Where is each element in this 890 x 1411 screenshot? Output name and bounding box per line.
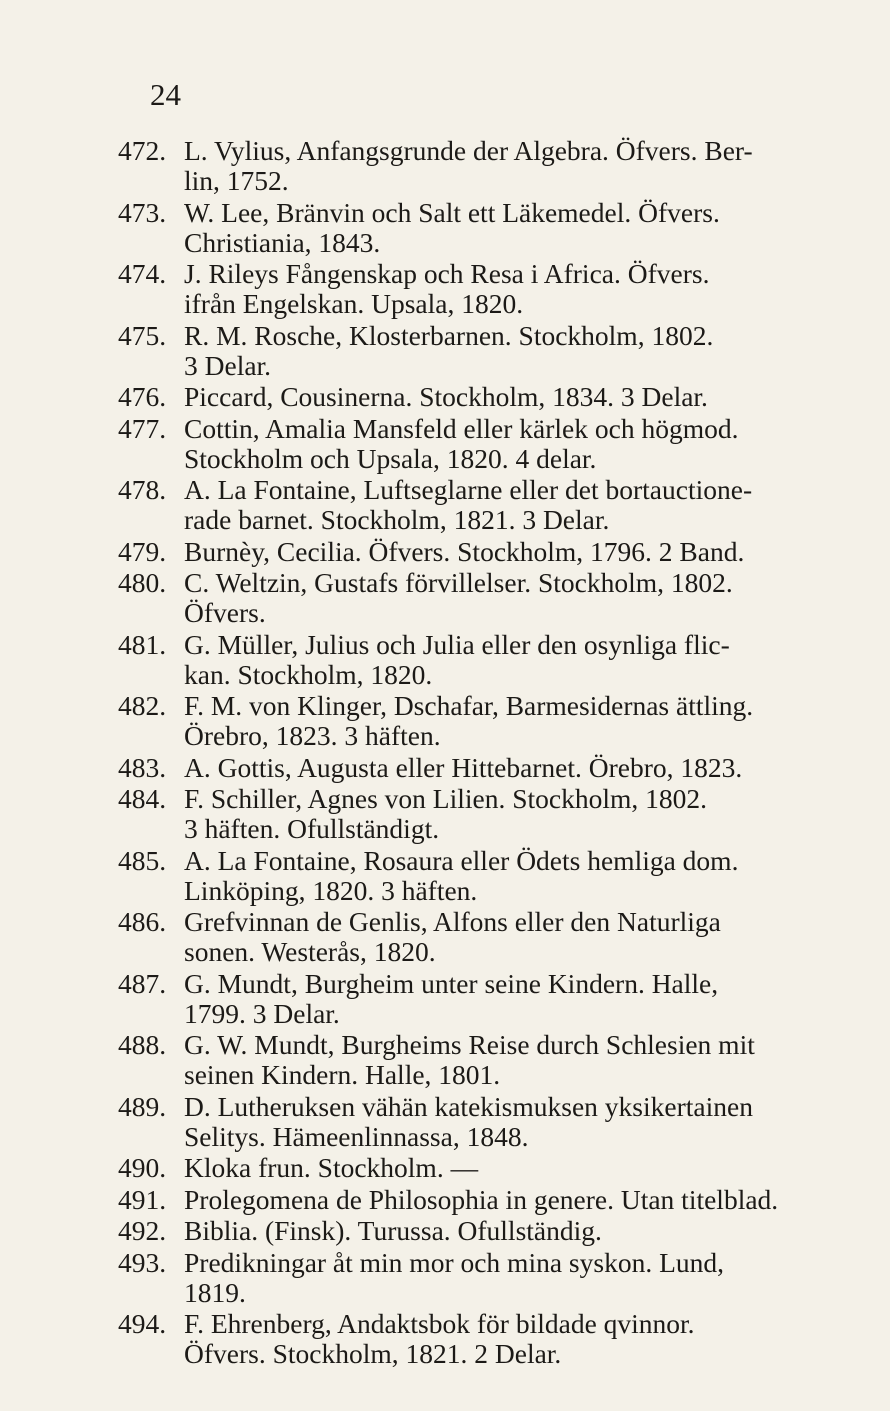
catalog-entry [118, 907, 818, 967]
entry-text-line: F. Ehrenberg, Andaktsbok för bildade qvinnor. [184, 1308, 695, 1339]
entry-text-line: Selitys. Hämeenlinnassa, 1848. [184, 1120, 529, 1152]
entry-text-line: 1799. 3 Delar. [184, 997, 340, 1029]
entry-text-line: R. M. Rosche, Klosterbarnen. Stockholm, 1802. [184, 319, 714, 351]
catalog-entry [118, 1030, 818, 1090]
entry-text-line: Stockholm och Upsala, 1820. 4 delar. [184, 442, 597, 474]
catalog-entry [118, 1248, 818, 1308]
entry-text-line: L. Vylius, Anfangsgrunde der Algebra. Öfvers. Ber- [184, 135, 753, 166]
catalog-entry [118, 198, 818, 258]
entry-text-line: ifrån Engelskan. Upsala, 1820. [184, 288, 524, 319]
entry-text-line: A. Gottis, Augusta eller Hittebarnet. Örebro, 1823. [184, 751, 743, 783]
catalog-entry [118, 321, 818, 381]
catalog-entry [118, 1185, 818, 1215]
entry-text-line: Örebro, 1823. 3 häften. [184, 720, 441, 751]
entry-number: 481. [118, 628, 167, 660]
catalog-entry [118, 1153, 818, 1183]
catalog-entry [118, 1092, 818, 1152]
catalog-entry [118, 382, 818, 412]
entry-text-line: Prolegomena de Philosophia in genere. Utan titelblad. [184, 1183, 779, 1215]
entry-text-line: Christiania, 1843. [184, 226, 381, 258]
entry-text-line: G. W. Mundt, Burgheims Reise durch Schlesien mit [184, 1029, 755, 1060]
entry-number: 482. [118, 690, 167, 721]
catalog-entry [118, 969, 818, 1029]
catalog-entry [118, 846, 818, 906]
entry-text-line: Linköping, 1820. 3 häften. [184, 874, 478, 906]
entry-number: 478. [118, 474, 167, 505]
entry-number: 474. [118, 258, 167, 289]
entry-number: 477. [118, 412, 167, 444]
entry-text-line: Piccard, Cousinerna. Stockholm, 1834. 3 Delar. [184, 381, 708, 412]
entry-text-line: J. Rileys Fångenskap och Resa i Africa. Öfvers. [184, 258, 710, 289]
entry-text-line: 3 häften. Ofullständigt. [184, 813, 440, 844]
entry-number: 491. [118, 1183, 167, 1215]
catalog-entry [118, 568, 818, 628]
entry-number: 483. [118, 751, 167, 783]
entry-text-line: A. La Fontaine, Rosaura eller Ödets hemliga dom. [184, 844, 739, 876]
entry-number: 472. [118, 135, 167, 166]
entry-number: 473. [118, 196, 167, 228]
entry-number: 489. [118, 1090, 167, 1122]
catalog-entry [118, 1216, 818, 1246]
catalog-entry [118, 691, 818, 751]
entry-text-line: Öfvers. [184, 597, 266, 628]
entry-text-line: Cottin, Amalia Mansfeld eller kärlek och högmod. [184, 412, 739, 444]
entry-number: 479. [118, 535, 167, 567]
entry-text-line: Biblia. (Finsk). Turussa. Ofullständig. [184, 1215, 602, 1246]
entry-text-line: Predikningar åt min mor och mina syskon. Lund, [184, 1246, 724, 1278]
entry-text-line: A. La Fontaine, Luftseglarne eller det bortauctione- [184, 474, 753, 505]
catalog-entry [118, 136, 818, 196]
catalog-entry [118, 630, 818, 690]
entry-number: 475. [118, 319, 167, 351]
entry-text-line: Grefvinnan de Genlis, Alfons eller den Naturliga [184, 906, 721, 937]
entry-number: 493. [118, 1246, 167, 1278]
entry-text-line: G. Müller, Julius och Julia eller den osynliga flic- [184, 628, 730, 660]
entry-text-line: F. Schiller, Agnes von Lilien. Stockholm, 1802. [184, 783, 707, 814]
entry-text-line: G. Mundt, Burgheim unter seine Kindern. Halle, [184, 967, 719, 999]
entry-text-line: kan. Stockholm, 1820. [184, 658, 433, 690]
entry-text-line: Kloka frun. Stockholm. — [184, 1152, 479, 1183]
entry-text-line: Öfvers. Stockholm, 1821. 2 Delar. [184, 1338, 562, 1369]
catalog-entry [118, 1309, 818, 1369]
entry-text-line: C. Weltzin, Gustafs förvillelser. Stockholm, 1802. [184, 567, 733, 598]
catalog-entry [118, 753, 818, 783]
entry-text-line: seinen Kindern. Halle, 1801. [184, 1059, 501, 1090]
entry-number: 486. [118, 906, 167, 937]
entry-number: 484. [118, 783, 167, 814]
entry-number: 494. [118, 1308, 167, 1339]
entry-number: 476. [118, 381, 167, 412]
entry-number: 492. [118, 1215, 167, 1246]
page-number: 24 [150, 77, 181, 112]
entry-text-line: W. Lee, Bränvin och Salt ett Läkemedel. Öfvers. [184, 196, 720, 228]
entry-text-line: sonen. Westerås, 1820. [184, 936, 436, 967]
catalog-entry [118, 537, 818, 567]
catalog-entry [118, 475, 818, 535]
entry-text-line: 3 Delar. [184, 349, 272, 381]
catalog-entry [118, 784, 818, 844]
catalog-entry-list [118, 136, 818, 1371]
entry-text-line: F. M. von Klinger, Dschafar, Barmesidernas ättling. [184, 690, 754, 721]
entry-text-line: 1819. [184, 1276, 246, 1308]
entry-number: 488. [118, 1029, 167, 1060]
entry-number: 490. [118, 1152, 167, 1183]
entry-text-line: Burnèy, Cecilia. Öfvers. Stockholm, 1796. 2 Band. [184, 535, 745, 567]
entry-text-line: lin, 1752. [184, 165, 289, 196]
entry-number: 485. [118, 844, 167, 876]
entry-number: 487. [118, 967, 167, 999]
entry-text-line: D. Lutheruksen vähän katekismuksen yksikertainen [184, 1090, 753, 1122]
entry-text-line: rade barnet. Stockholm, 1821. 3 Delar. [184, 504, 610, 535]
entry-number: 480. [118, 567, 167, 598]
catalog-entry [118, 259, 818, 319]
catalog-entry [118, 414, 818, 474]
